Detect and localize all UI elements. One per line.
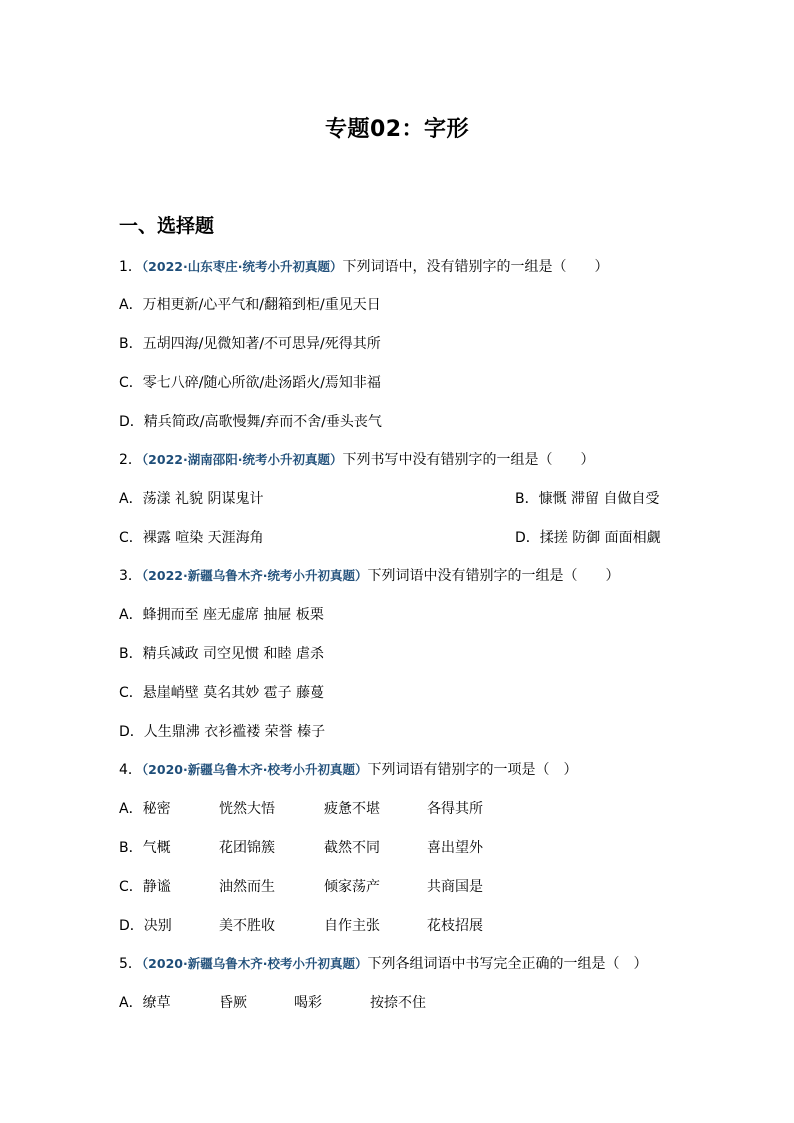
option-b: B．慷慨 滞留 自做自受 [515, 491, 660, 507]
option-d: D．人生鼎沸 衣衫褴褛 荣誉 榛子 [119, 724, 326, 740]
option-word: 花枝招展 [427, 918, 483, 934]
page-title: 专题02：字形 [324, 117, 470, 142]
question-number: 4． [119, 762, 142, 778]
option-word: 美不胜收 [219, 918, 275, 934]
option-b: B．五胡四海/见微知著/不可思异/死得其所 [119, 336, 381, 352]
question-number: 5． [119, 956, 142, 972]
option-label-word: C．静谧 [119, 879, 171, 895]
question-text: 下列词语中，没有错别字的一组是（ ） [342, 259, 609, 275]
option-c: C．零七八碎/随心所欲/赴汤蹈火/焉知非福 [119, 375, 381, 391]
option-word: 按捺不住 [370, 995, 426, 1011]
question-5-stem [119, 954, 647, 974]
option-a: A．荡漾 礼貌 阴谋鬼计 [119, 491, 264, 507]
option-word: 疲惫不堪 [324, 801, 380, 817]
option-word: 油然而生 [219, 879, 275, 895]
question-number: 3． [119, 568, 142, 584]
option-a: A．万相更新/心平气和/翻箱到柜/重见天日 [119, 297, 381, 313]
question-text: 下列词语有错别字的一项是（ ） [367, 762, 578, 778]
option-c: C．裸露 喧染 天涯海角 [119, 530, 264, 546]
option-word: 恍然大悟 [219, 801, 275, 817]
option-d: D．揉搓 防御 面面相觑 [515, 530, 661, 546]
option-word: 自作主张 [324, 918, 380, 934]
option-word: 花团锦簇 [219, 840, 275, 856]
question-source: （2022·新疆乌鲁木齐·统考小升初真题） [141, 568, 368, 583]
option-label-word: B．气概 [119, 840, 171, 856]
question-text: 下列各组词语中书写完全正确的一组是（ ） [367, 956, 648, 972]
question-4-stem [119, 760, 577, 780]
option-word: 喝彩 [294, 995, 322, 1011]
option-row-ab [119, 489, 660, 509]
question-number: 1． [119, 259, 142, 275]
option-word: 各得其所 [427, 801, 483, 817]
question-3-stem [119, 566, 619, 586]
question-1-stem [119, 257, 608, 277]
option-label-word: A．秘密 [119, 801, 171, 817]
question-source: （2022·山东枣庄·统考小升初真题） [141, 259, 343, 274]
option-word: 昏厥 [219, 995, 247, 1011]
option-row-cd [119, 528, 661, 548]
option-b: B．精兵减政 司空见惯 和睦 虐杀 [119, 646, 324, 662]
option-word: 共商国是 [427, 879, 483, 895]
option-word: 倾家荡产 [324, 879, 380, 895]
question-source: （2022·湖南邵阳·统考小升初真题） [141, 452, 343, 467]
option-a: A．蜂拥而至 座无虚席 抽屉 板栗 [119, 607, 324, 623]
section-heading: 一、选择题 [119, 215, 215, 237]
question-number: 2． [119, 452, 142, 468]
question-text: 下列书写中没有错别字的一组是（ ） [342, 452, 595, 468]
question-2-stem [119, 450, 594, 470]
question-text: 下列词语中没有错别字的一组是（ ） [367, 568, 620, 584]
option-label-word: A．缭草 [119, 995, 171, 1011]
question-source: （2020·新疆乌鲁木齐·校考小升初真题） [141, 762, 368, 777]
option-word: 截然不同 [324, 840, 380, 856]
option-label-word: D．决别 [119, 918, 172, 934]
option-d: D．精兵简政/高歌慢舞/弃而不舍/垂头丧气 [119, 414, 382, 430]
question-source: （2020·新疆乌鲁木齐·校考小升初真题） [141, 956, 368, 971]
option-word: 喜出望外 [427, 840, 483, 856]
option-c: C．悬崖峭壁 莫名其妙 雹子 藤蔓 [119, 685, 325, 701]
